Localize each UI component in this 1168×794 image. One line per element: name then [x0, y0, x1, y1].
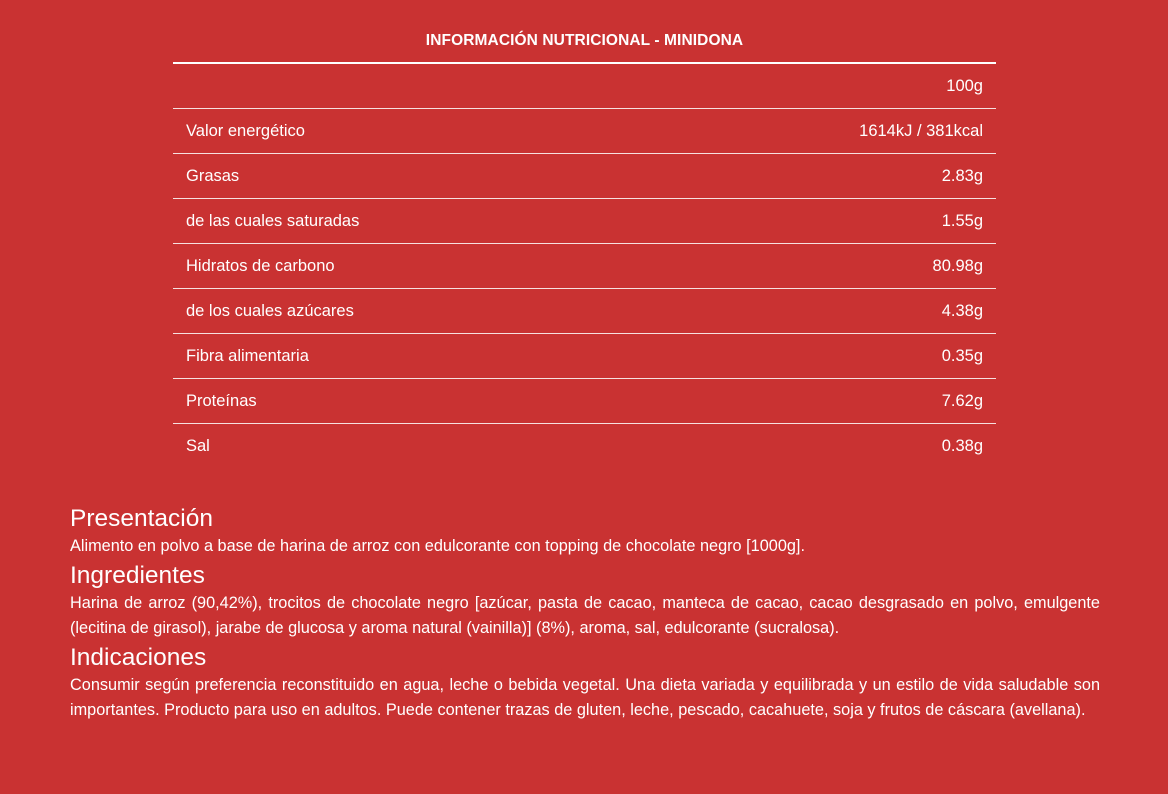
row-value: 2.83g [941, 166, 983, 185]
section-heading-presentacion: Presentación [70, 505, 214, 532]
nutrition-row-fat [173, 154, 996, 199]
row-label: Valor energético [186, 121, 305, 140]
row-value: 4.38g [941, 301, 983, 320]
nutrition-row-saturated [173, 199, 996, 244]
header-portion: 100g [946, 76, 983, 95]
section-heading-indicaciones: Indicaciones [70, 644, 207, 671]
row-value: 0.35g [941, 346, 983, 365]
nutrition-row-carbs [173, 244, 996, 289]
product-description [70, 504, 1100, 723]
row-value: 7.62g [941, 391, 983, 410]
row-label: Sal [186, 436, 210, 455]
section-text-presentacion: Alimento en polvo a base de harina de arroz con edulcorante con topping de chocolate negro [1000g]. [70, 537, 805, 555]
nutrition-row-salt [173, 424, 996, 468]
nutrition-header-row [173, 64, 996, 109]
nutrition-table [173, 62, 996, 468]
row-label: de las cuales saturadas [186, 211, 360, 230]
section-heading-ingredientes: Ingredientes [70, 562, 205, 589]
nutrition-row-energy [173, 109, 996, 154]
row-label: Hidratos de carbono [186, 256, 335, 275]
row-label: Proteínas [186, 391, 257, 410]
nutrition-row-protein [173, 379, 996, 424]
row-value: 0.38g [941, 436, 983, 455]
row-value: 80.98g [932, 256, 983, 275]
section-text-ingredientes: Harina de arroz (90,42%), trocitos de chocolate negro [azúcar, pasta de cacao, manteca de cacao, cacao desgrasado en polvo, emulgente (lecitina de girasol), jarabe de glucosa y aroma natural (vainilla)] (8%), aroma, sal, edulcorante (sucralosa). [70, 594, 1100, 637]
row-label: de los cuales azúcares [186, 301, 354, 320]
nutrition-row-sugars [173, 289, 996, 334]
section-text-indicaciones: Consumir según preferencia reconstituido en agua, leche o bebida vegetal. Una dieta variada y equilibrada y un estilo de vida saludable son importantes. Producto para uso en adultos. Puede contener trazas de gluten, leche, pescado, cacahuete, soja y frutos de cáscara (avellana). [70, 676, 1100, 719]
row-label: Grasas [186, 166, 240, 185]
nutrition-title: INFORMACIÓN NUTRICIONAL - MINIDONA [425, 32, 744, 49]
nutrition-panel [173, 30, 996, 468]
nutrition-row-fiber [173, 334, 996, 379]
row-label: Fibra alimentaria [186, 346, 309, 365]
row-value: 1.55g [941, 211, 983, 230]
row-value: 1614kJ / 381kcal [859, 121, 983, 140]
